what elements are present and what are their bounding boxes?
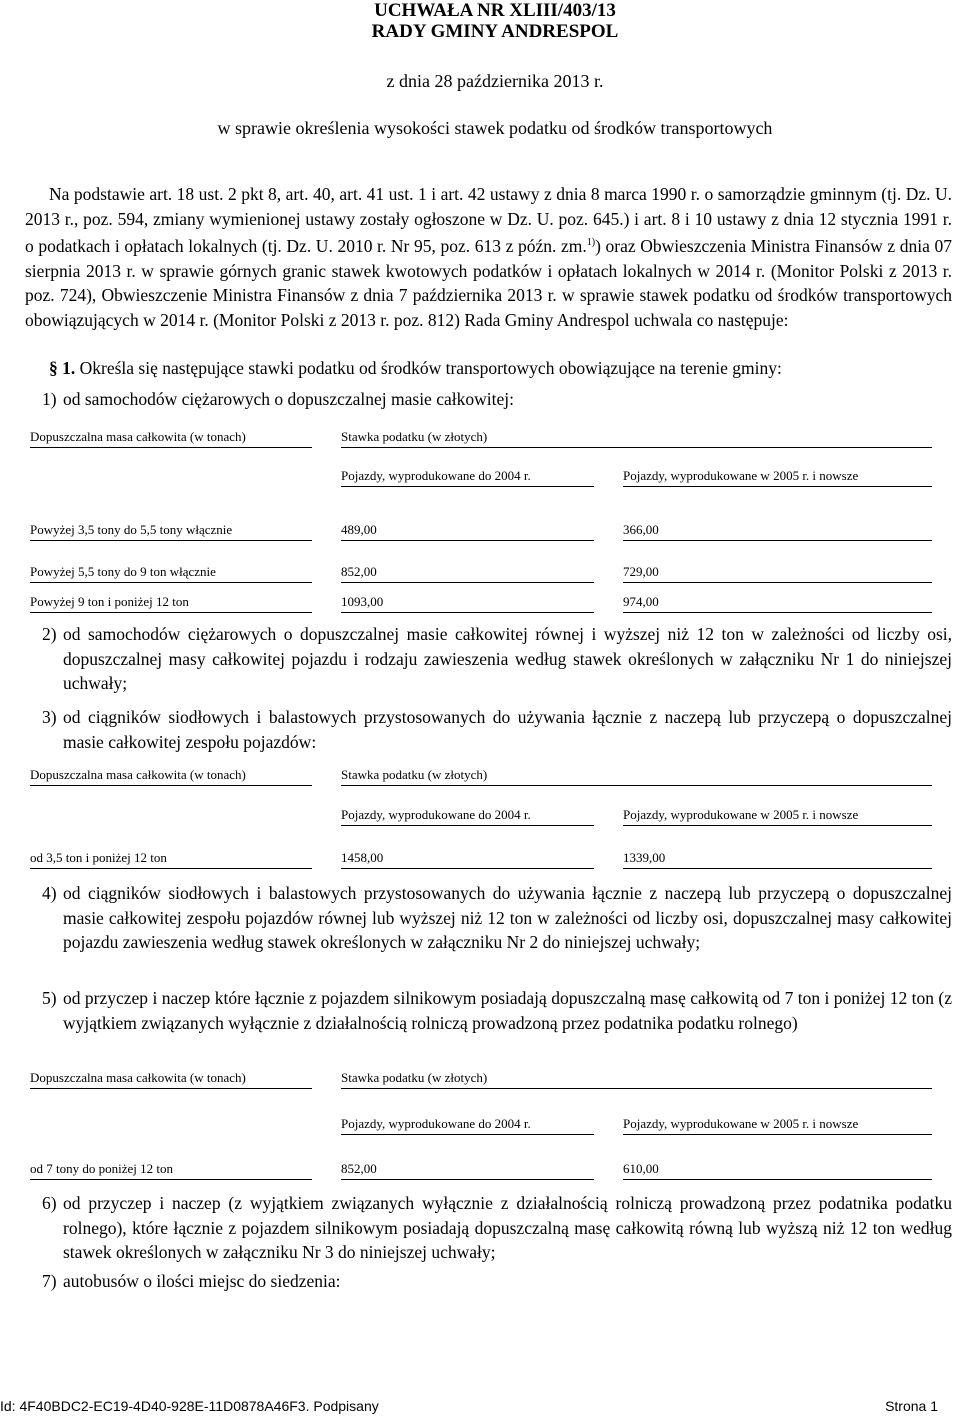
table-cell-new: 610,00 [623,1161,659,1176]
table-rule [30,868,312,869]
preamble-text-a: Na podstawie art. 18 ust. 2 pkt 8, art. 40, art. 41 ust. 1 i art. 42 ustawy z dnia 8 marca 1990 r. o samorządzie gminnym (tj. Dz. U. 2013 r., poz. 594, zmiany wymienionej ustawy zostały ogłoszone w Dz. U. poz. 645.) i art. 8 i 10 ustawy z dnia 12 stycznia 1991 r. o podatkach i opłatach lokalnych (tj. Dz. U. 2010 r. Nr 95, poz. 613 z późn. zm. [25,184,952,257]
table-rule [623,486,932,487]
preamble-paragraph [25,182,952,332]
list-item-6 [42,1191,952,1265]
list-item-2 [42,622,952,696]
table-rule [623,582,932,583]
list-item-1 [42,387,952,412]
table-cell-old: 852,00 [341,1161,377,1176]
table-cell-old: 852,00 [341,564,377,579]
document-id-footer: Id: 4F40BDC2-EC19-4D40-928E-11D0878A46F3. Podpisany [0,1398,379,1414]
table-header-mass: Dopuszczalna masa całkowita (w tonach) [30,767,246,782]
table-rule [30,1179,312,1180]
table-rule [30,447,312,448]
table-subheader-new: Pojazdy, wyprodukowane w 2005 r. i nowsze [623,807,859,822]
table-header-rate: Stawka podatku (w złotych) [341,429,488,444]
page-number: Strona 1 [885,1398,938,1414]
list-item-text: od ciągników siodłowych i balastowych przystosowanych do używania łącznie z naczepą lub przyczepą o dopuszczalnej masie całkowitej zespołu pojazdów równej lub wyższej niż 12 ton w zależności od liczby osi, dopuszczalnej masy całkowitej pojazdu zawieszenia według stawek określonych w załączniku Nr 2 do niniejszej uchwały; [63,883,952,953]
list-item-4 [42,881,952,955]
section-1-paragraph [49,356,952,381]
table-cell-mass: Powyżej 3,5 tony do 5,5 tony włącznie [30,522,233,537]
table-cell-new: 974,00 [623,594,659,609]
list-item-number: 6) [42,1193,57,1213]
table-rule [30,785,312,786]
table-rule [341,868,594,869]
list-item-7 [42,1269,952,1294]
list-item-number: 5) [42,988,57,1008]
table-cell-old: 1458,00 [341,850,384,865]
table-cell-new: 1339,00 [623,850,666,865]
list-item-text: od samochodów ciężarowych o dopuszczalnej masie całkowitej równej i wyższej niż 12 ton w zależności od liczby osi, dopuszczalnej masy całkowitej pojazdu i rodzaju zawieszenia według stawek określonych w załączniku Nr 1 do niniejszej uchwały; [63,624,952,694]
table-rule [623,1134,932,1135]
list-item-text: autobusów o ilości miejsc do siedzenia: [63,1271,341,1291]
list-item-number: 7) [42,1271,57,1291]
table-rule [30,612,312,613]
table-rule [341,1179,594,1180]
table-subheader-new: Pojazdy, wyprodukowane w 2005 r. i nowsze [623,468,859,483]
list-item-text: od ciągników siodłowych i balastowych przystosowanych do używania łącznie z naczepą lub przyczepą o dopuszczalnej masie całkowitej zespołu pojazdów: [63,707,952,752]
table-header-rate: Stawka podatku (w złotych) [341,1070,488,1085]
footnote-marker: 1) [586,237,596,249]
table-subheader-new: Pojazdy, wyprodukowane w 2005 r. i nowsze [623,1116,859,1131]
table-subheader-old: Pojazdy, wyprodukowane do 2004 r. [341,807,531,822]
document-date: z dnia 28 października 2013 r. [386,71,604,91]
list-item-text: od samochodów ciężarowych o dopuszczalnej masie całkowitej: [63,389,514,409]
table-cell-mass: od 7 tony do poniżej 12 ton [30,1161,173,1176]
issuer-name: RADY GMINY ANDRESPOL [371,21,619,42]
section-1-text: Określa się następujące stawki podatku od środków transportowych obowiązujące na terenie gminy: [79,358,782,378]
table-cell-mass: od 3,5 ton i poniżej 12 ton [30,850,167,865]
table-rule [623,540,932,541]
table-header-mass: Dopuszczalna masa całkowita (w tonach) [30,429,246,444]
table-rule [341,1134,594,1135]
table-header-mass: Dopuszczalna masa całkowita (w tonach) [30,1070,246,1085]
table-rule [341,1088,932,1089]
list-item-number: 3) [42,707,57,727]
list-item-number: 2) [42,624,57,644]
list-item-number: 1) [42,389,57,409]
table-subheader-old: Pojazdy, wyprodukowane do 2004 r. [341,468,531,483]
preamble-text-b: ) oraz Obwieszczenia Ministra Finansów z dnia 07 sierpnia 2013 r. w sprawie górnych granic stawek kwotowych podatków i opłatach lokalnych w 2014 r. (Monitor Polski z 2013 r. poz. 724), Obwieszczenie Ministra Finansów z dnia 7 października 2013 r. w sprawie stawek podatku od środków transportowych obowiązujących w 2014 r. (Monitor Polski z 2013 r. poz. 812) Rada Gminy Andrespol uchwala co następuje: [25,236,952,330]
table-rule [341,785,932,786]
list-item-number: 4) [42,883,57,903]
table-header-rate: Stawka podatku (w złotych) [341,767,488,782]
table-rule [30,582,312,583]
list-item-text: od przyczep i naczep (z wyjątkiem związanych wyłącznie z działalnością rolniczą prowadzoną przez podatnika podatku rolnego), które łącznie z pojazdem silnikowym posiadają dopuszczalną masę całkowitą równą lub wyższą niż 12 ton według stawek określonych w załączniku Nr 3 do niniejszej uchwały; [63,1193,952,1263]
table-rule [341,540,594,541]
table-rule [30,540,312,541]
table-rule [341,825,594,826]
table-cell-old: 1093,00 [341,594,384,609]
document-title: UCHWAŁA NR XLIII/403/13 [374,0,616,21]
table-cell-old: 489,00 [341,522,377,537]
list-item-3 [42,705,952,754]
table-cell-new: 729,00 [623,564,659,579]
table-rule [623,612,932,613]
section-1-symbol: § 1. [49,358,76,378]
table-rule [341,486,594,487]
table-rule [341,612,594,613]
table-rule [623,1179,932,1180]
table-rule [341,582,594,583]
document-subject: w sprawie określenia wysokości stawek podatku od środków transportowych [217,118,773,138]
table-rule [341,447,932,448]
table-rule [623,868,932,869]
list-item-text: od przyczep i naczep które łącznie z pojazdem silnikowym posiadają dopuszczalną masę całkowitą od 7 ton i poniżej 12 ton (z wyjątkiem związanych wyłącznie z działalnością rolniczą prowadzoną przez podatnika podatku rolnego) [63,988,952,1033]
table-rule [623,825,932,826]
table-cell-new: 366,00 [623,522,659,537]
table-cell-mass: Powyżej 9 ton i poniżej 12 ton [30,594,189,609]
table-rule [30,1088,312,1089]
table-subheader-old: Pojazdy, wyprodukowane do 2004 r. [341,1116,531,1131]
list-item-5 [42,986,952,1035]
table-cell-mass: Powyżej 5,5 tony do 9 ton włącznie [30,564,216,579]
